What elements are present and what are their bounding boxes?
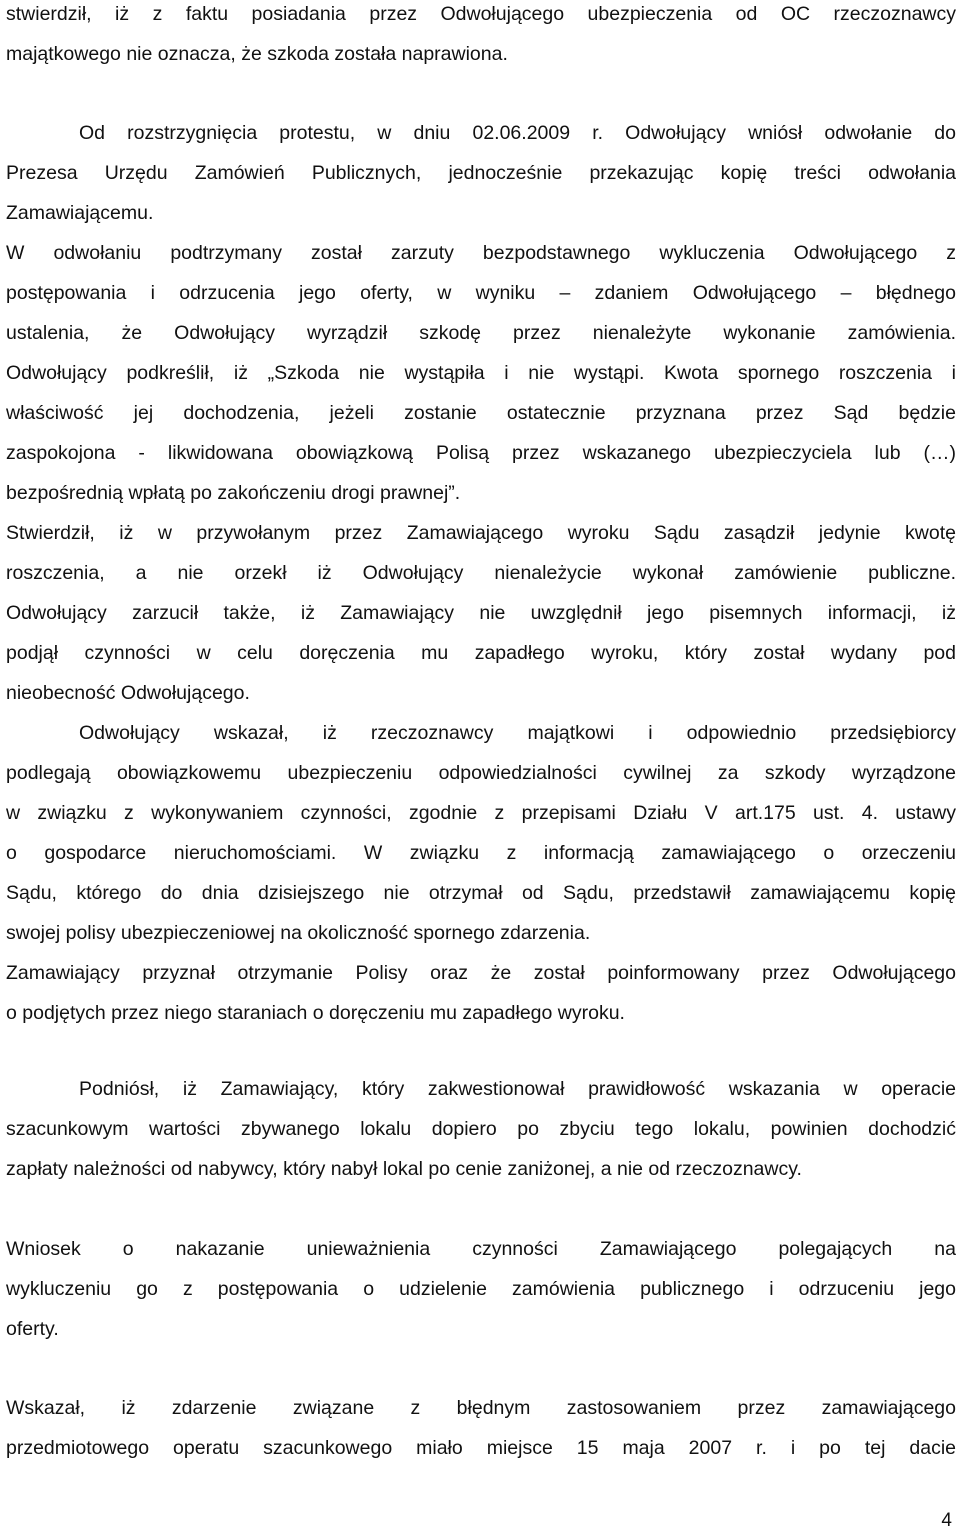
text-line: oferty. <box>6 1318 59 1340</box>
text-line: wykluczeniu go z postępowania o udzielenie zamówienia publicznego i odrzuceniu jego <box>6 1278 956 1300</box>
text-line: Zamawiającemu. <box>6 202 154 224</box>
text-line: Odwołujący zarzucił także, iż Zamawiający nie uwzględnił jego pisemnych informacji, iż <box>6 602 956 624</box>
text-line: swojej polisy ubezpieczeniowej na okoliczność spornego zdarzenia. <box>6 922 591 944</box>
page-number: 4 <box>941 1510 952 1531</box>
text-line: Prezesa Urzędu Zamówień Publicznych, jednocześnie przekazując kopię treści odwołania <box>6 162 956 184</box>
text-line: Sądu, którego do dnia dzisiejszego nie otrzymał od Sądu, przedstawił zamawiającemu kopię <box>6 882 956 904</box>
text-line: o podjętych przez niego staraniach o doręczeniu mu zapadłego wyroku. <box>6 1002 625 1024</box>
text-line: szacunkowym wartości zbywanego lokalu dopiero po zbyciu tego lokalu, powinien dochodzić <box>6 1118 956 1140</box>
text-line: W odwołaniu podtrzymany został zarzuty bezpodstawnego wykluczenia Odwołującego z <box>6 242 956 264</box>
text-line: w związku z wykonywaniem czynności, zgodnie z przepisami Działu V art.175 ust. 4. ustawy <box>6 802 956 824</box>
text-line: Podniósł, iż Zamawiający, który zakwestionował prawidłowość wskazania w operacie <box>79 1078 956 1100</box>
text-line: zaspokojona - likwidowana obowiązkową Polisą przez wskazanego ubezpieczyciela lub (…) <box>6 442 956 464</box>
text-line: Wskazał, iż zdarzenie związane z błędnym zastosowaniem przez zamawiającego <box>6 1397 956 1419</box>
text-line: Odwołujący podkreślił, iż „Szkoda nie wystąpiła i nie wystąpi. Kwota spornego roszczenia i <box>6 362 956 384</box>
paragraph-5 <box>6 1388 956 1468</box>
text-line: ustalenia, że Odwołujący wyrządził szkodę przez nienależyte wykonanie zamówienia. <box>6 322 956 344</box>
text-line: Stwierdził, iż w przywołanym przez Zamawiającego wyroku Sądu zasądził jedynie kwotę <box>6 522 956 544</box>
paragraph-1 <box>6 0 956 74</box>
text-line: właściwość jej dochodzenia, jeżeli zostanie ostatecznie przyznana przez Sąd będzie <box>6 402 956 424</box>
text-line: Wniosek o nakazanie unieważnienia czynności Zamawiającego polegających na <box>6 1238 956 1260</box>
text-line: przedmiotowego operatu szacunkowego miało miejsce 15 maja 2007 r. i po tej dacie <box>6 1437 956 1459</box>
paragraph-2 <box>6 113 956 1033</box>
text-line: roszczenia, a nie orzekł iż Odwołujący nienależycie wykonał zamówienie publiczne. <box>6 562 956 584</box>
text-line: zapłaty należności od nabywcy, który nabył lokal po cenie zaniżonej, a nie od rzeczoznawcy. <box>6 1158 802 1180</box>
text-line: Zamawiający przyznał otrzymanie Polisy oraz że został poinformowany przez Odwołującego <box>6 962 956 984</box>
text-line: o gospodarce nieruchomościami. W związku z informacją zamawiającego o orzeczeniu <box>6 842 956 864</box>
text-line: Odwołujący wskazał, iż rzeczoznawcy majątkowi i odpowiednio przedsiębiorcy <box>79 722 956 744</box>
text-line: majątkowego nie oznacza, że szkoda została naprawiona. <box>6 43 508 65</box>
text-line: stwierdził, iż z faktu posiadania przez Odwołującego ubezpieczenia od OC rzeczoznawcy <box>6 3 956 25</box>
text-line: bezpośrednią wpłatą po zakończeniu drogi prawnej”. <box>6 482 461 504</box>
text-line: podlegają obowiązkowemu ubezpieczeniu odpowiedzialności cywilnej za szkody wyrządzone <box>6 762 956 784</box>
text-line: Od rozstrzygnięcia protestu, w dniu 02.06.2009 r. Odwołujący wniósł odwołanie do <box>79 122 956 144</box>
text-line: nieobecność Odwołującego. <box>6 682 250 704</box>
paragraph-4 <box>6 1229 956 1349</box>
text-line: postępowania i odrzucenia jego oferty, w wyniku – zdaniem Odwołującego – błędnego <box>6 282 956 304</box>
text-line: podjął czynności w celu doręczenia mu zapadłego wyroku, który został wydany pod <box>6 642 956 664</box>
paragraph-3 <box>6 1069 956 1189</box>
